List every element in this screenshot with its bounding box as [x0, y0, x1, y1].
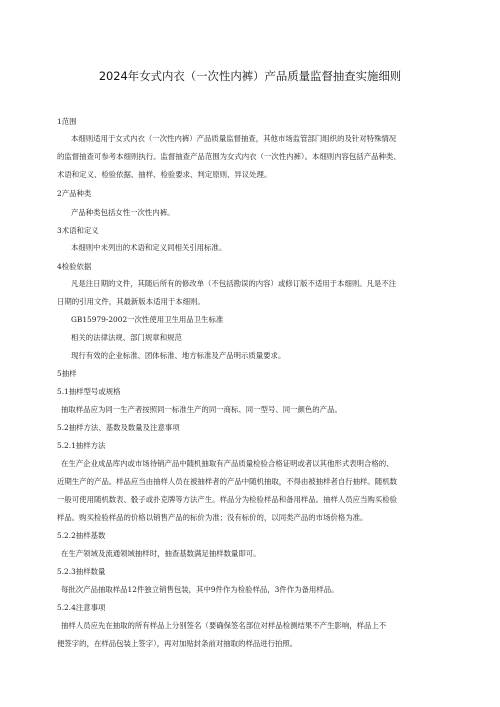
subsection-heading: 5.2.1抽样方法 [57, 441, 106, 450]
section-heading-terms: 3术语和定义 [57, 226, 99, 235]
subsection-heading: 5.2.2抽样基数 [57, 531, 106, 540]
subsection-heading: 5.2.3抽样数量 [57, 567, 106, 576]
paragraph-line: 便签字的，在样品包装上签字），再对加贴封条前对抽取的样品进行拍照。 [57, 639, 298, 648]
paragraph-line: 术语和定义、检验依据、抽样、检验要求、判定原则、异议处理。 [57, 170, 272, 179]
paragraph-line: 本细则适用于女式内衣（一次性内裤）产品质量监督抽查，其他市场监管部门组织的及针对特殊情况 [71, 134, 397, 143]
paragraph-line: 产品种类包括女性一次性内裤。 [71, 208, 175, 217]
paragraph-line: 本细则中未列出的术语和定义同相关引用标准。 [71, 243, 227, 252]
paragraph-line: 的监督抽查可参考本细则执行。监督抽查产品范围为女式内衣（一次性内裤）。本细则内容包括产品种类、 [57, 152, 401, 161]
subsection-heading: 5.1抽样型号或规格 [57, 387, 121, 396]
paragraph-line: 近期生产的产品。样品应当由抽样人员在被抽样者的产品中随机抽取，不得由被抽样者自行抽样。随机数 [57, 477, 397, 486]
subsection-heading: 5.2.4注意事项 [57, 603, 106, 612]
section-heading-sampling: 5抽样 [57, 369, 77, 378]
standard-item: 现行有效的企业标准、团体标准、地方标准及产品明示质量要求。 [71, 351, 286, 360]
section-heading-scope: 1范围 [57, 117, 77, 126]
paragraph-line: 一般可使用随机数表、骰子或扑克牌等方法产生。样品分为检验样品和备用样品。抽样人员应当购买检验 [57, 495, 397, 504]
standard-item: GB15979-2002一次性使用卫生用品卫生标准 [71, 315, 224, 324]
paragraph-line: 在生产领域及流通领域抽样时，抽查基数满足抽样数量即可。 [61, 549, 261, 558]
standard-item: 相关的法律法规、部门规章和规范 [71, 333, 182, 342]
document-title: 2024年女式内衣（一次性内裤）产品质量监督抽查实施细则 [98, 69, 402, 83]
paragraph-line: 在生产企业成品库内或市场待销产品中随机抽取有产品质量检验合格证明或者以其他形式表明合格的、 [61, 459, 394, 468]
paragraph-line: 每批次产品抽取样品12件独立销售包装，其中9件作为检验样品，3件作为备用样品。 [61, 585, 339, 594]
subsection-heading: 5.2抽样方法、基数及数量及注意事项 [57, 423, 180, 432]
section-heading-basis: 4检验依据 [57, 262, 92, 271]
paragraph-line: 样品。购买检验样品的价格以销售产品的标价为准；没有标价的，以同类产品的市场价格为准。 [57, 513, 368, 522]
paragraph-line: 凡是注日期的文件，其随后所有的修改单（不包括勘误的内容）或修订版不适用于本细则。凡是不注 [71, 279, 397, 288]
paragraph-line: 抽取样品应为同一生产者按照同一标准生产的同一商标、同一型号、同一颜色的产品。 [61, 405, 342, 414]
section-heading-product-types: 2产品种类 [57, 189, 92, 198]
paragraph-line: 抽样人员应先在抽取的所有样品上分别签名（要确保签名部位对样品检测结果不产生影响，样品上不 [61, 621, 387, 630]
paragraph-line: 日期的引用文件，其最新版本适用于本细则。 [57, 297, 205, 306]
